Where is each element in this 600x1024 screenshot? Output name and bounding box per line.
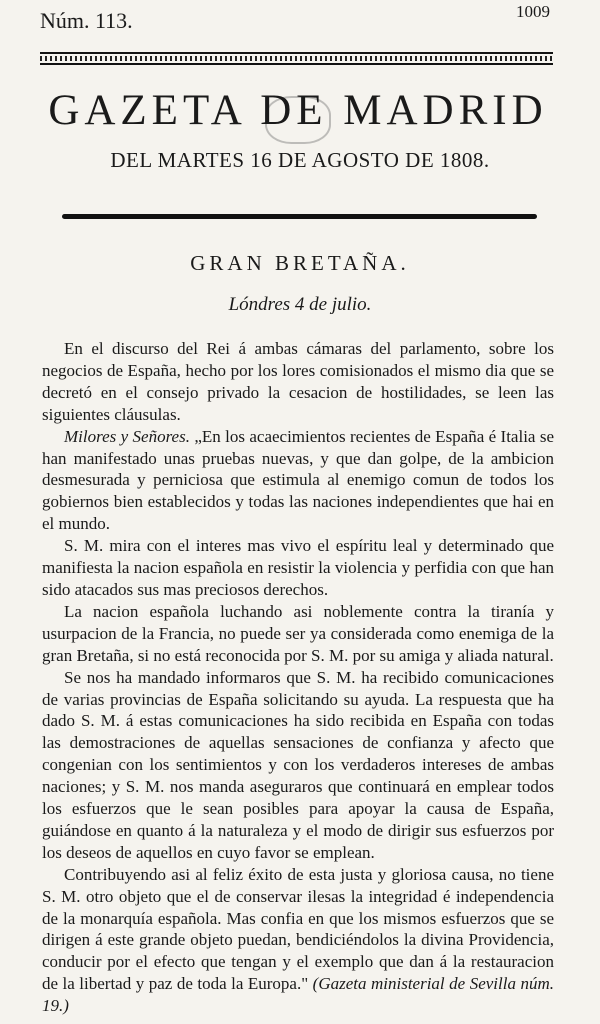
section-heading: GRAN BRETAÑA. <box>190 251 410 275</box>
paragraph-text: „En los acaecimientos recientes de España é Italia se han manifestado unas pruebas nuevas, y que dan golpe, de la ambicion desmesurada y perniciosa que estimula al enemigo comun de todos los gobiernos bien establecidos y todas las naciones independientes que hai en el mundo. <box>42 426 555 534</box>
masthead-date: DEL MARTES 16 DE AGOSTO DE 1808. <box>110 148 490 172</box>
paragraph: La nacion española luchando asi noblemente contra la tiranía y usurpacion de la Francia, no puede ser ya considerada como enemiga de la gran Bretaña, si no está reconocida por S. M. por su amiga y aliada natural. <box>42 601 554 665</box>
paragraph: S. M. mira con el interes mas vivo el espíritu leal y determinado que manifiesta la nacion española en resistir la violencia y perfidia con que han sido atacados sus mas preciosos derechos. <box>42 536 554 599</box>
dateline: Lóndres 4 de julio. <box>228 294 372 315</box>
ornamental-border <box>40 52 553 65</box>
article-body <box>42 338 554 1017</box>
issue-number: Núm. 113. <box>40 8 133 33</box>
masthead-title: GAZETA DE MADRID <box>48 87 548 134</box>
page-number: 1009 <box>516 2 550 21</box>
paragraph <box>42 426 554 536</box>
paragraph <box>42 864 554 1017</box>
divider-rule <box>62 214 537 219</box>
source-citation: (Gazeta ministerial de Sevilla núm. 19.) <box>42 974 554 1016</box>
paragraph-text: Contribuyendo asi al feliz éxito de esta justa y gloriosa causa, no tiene S. M. otro objeto que el de conservar ilesas la integridad é independencia de la monarquía española. Mas confia en que los mismos esfuerzos que se dirigen á este grande objeto puedan, bendiciéndolos la divina Providencia, conducir por el efecto que tengan y el exemplo que dan á la restauracion de la libertad y paz de toda la Europa." <box>42 864 554 994</box>
salutation: Milores y Señores. <box>64 426 190 446</box>
paragraph: Se nos ha mandado informaros que S. M. ha recibido comunicaciones de varias provincias de España solicitando su ayuda. La respuesta que ha dado S. M. á estas comunicaciones ha sido recibida en España con todas las demostraciones de aquellas sensaciones de confianza y afecto que congenian con los sentimientos y con los verdaderos intereses de ambas naciones; y S. M. nos manda aseguraros que continuará en emplear todos los esfuerzos que le sean posibles para apoyar la causa de España, guiándose en quanto á la naturaleza y el modo de dirigir sus esfuerzos por los deseos de aquellos en cuyo favor se emplean. <box>42 667 554 862</box>
paragraph: En el discurso del Rei á ambas cámaras del parlamento, sobre los negocios de España, hecho por los lores comisionados el mismo dia que se decretó en el consejo privado la cesacion de hostilidades, se leen las siguientes cláusulas. <box>42 339 554 424</box>
